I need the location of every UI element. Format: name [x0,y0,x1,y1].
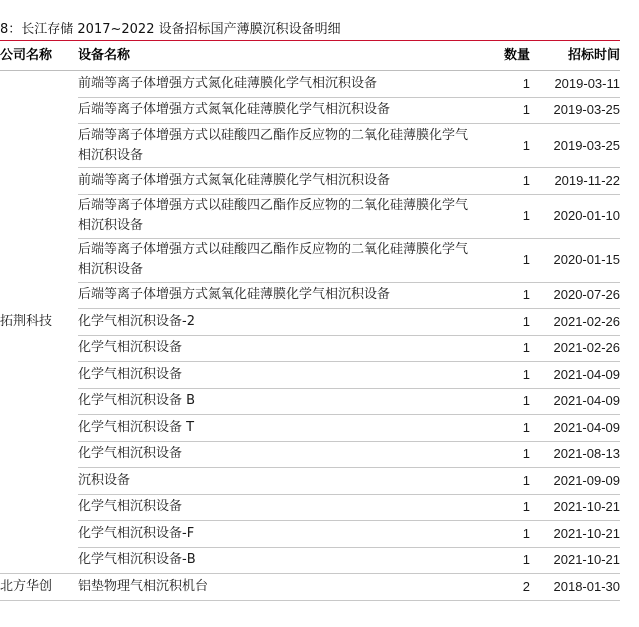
table-row [0,124,620,168]
equipment-cell: 化学气相沉积设备 B [78,388,478,415]
table-row [0,468,620,495]
equipment-cell: 化学气相沉积设备 T [78,415,478,442]
date-cell: 2021-08-13 [530,441,620,468]
table-row [0,282,620,309]
equipment-cell: 化学气相沉积设备 [78,441,478,468]
header-equipment: 设备名称 [78,41,478,71]
equipment-cell: 后端等离子体增强方式以硅酸四乙酯作反应物的二氧化硅薄膜化学气相沉积设备 [78,238,478,282]
equipment-cell: 铝垫物理气相沉积机台 [78,574,478,601]
quantity-cell: 1 [478,468,530,495]
equipment-cell: 化学气相沉积设备 [78,494,478,521]
equipment-cell: 化学气相沉积设备 [78,362,478,389]
date-cell: 2021-10-21 [530,494,620,521]
equipment-cell: 后端等离子体增强方式氮氧化硅薄膜化学气相沉积设备 [78,282,478,309]
equipment-cell: 化学气相沉积设备-B [78,547,478,574]
table-row [0,71,620,98]
table-row [0,415,620,442]
quantity-cell: 1 [478,547,530,574]
header-date: 招标时间 [530,41,620,71]
equipment-cell: 前端等离子体增强方式氮氧化硅薄膜化学气相沉积设备 [78,168,478,195]
date-cell: 2020-01-10 [530,194,620,238]
table-title: 8：长江存储 2017~2022 设备招标国产薄膜沉积设备明细 [0,22,341,37]
company-cell: 北方华创 [0,574,78,601]
quantity-cell: 1 [478,97,530,124]
table-row [0,194,620,238]
table-row [0,441,620,468]
quantity-cell: 1 [478,124,530,168]
data-table [0,40,620,601]
quantity-cell: 1 [478,238,530,282]
date-cell: 2020-01-15 [530,238,620,282]
equipment-cell: 化学气相沉积设备-2 [78,309,478,336]
table-row [0,494,620,521]
quantity-cell: 1 [478,415,530,442]
equipment-cell: 后端等离子体增强方式以硅酸四乙酯作反应物的二氧化硅薄膜化学气相沉积设备 [78,124,478,168]
equipment-cell: 前端等离子体增强方式氮化硅薄膜化学气相沉积设备 [78,71,478,98]
date-cell: 2019-03-25 [530,124,620,168]
company-cell: 拓荆科技 [0,71,78,574]
date-cell: 2021-10-21 [530,521,620,548]
quantity-cell: 1 [478,282,530,309]
quantity-cell: 1 [478,521,530,548]
quantity-cell: 1 [478,494,530,521]
date-cell: 2021-04-09 [530,388,620,415]
quantity-cell: 2 [478,574,530,601]
table-row [0,388,620,415]
date-cell: 2021-04-09 [530,362,620,389]
quantity-cell: 1 [478,335,530,362]
equipment-cell: 后端等离子体增强方式氮氧化硅薄膜化学气相沉积设备 [78,97,478,124]
quantity-cell: 1 [478,71,530,98]
date-cell: 2021-02-26 [530,335,620,362]
equipment-cell: 化学气相沉积设备-F [78,521,478,548]
date-cell: 2021-04-09 [530,415,620,442]
quantity-cell: 1 [478,168,530,195]
quantity-cell: 1 [478,309,530,336]
equipment-cell: 后端等离子体增强方式以硅酸四乙酯作反应物的二氧化硅薄膜化学气相沉积设备 [78,194,478,238]
date-cell: 2021-09-09 [530,468,620,495]
table-row [0,335,620,362]
equipment-cell: 沉积设备 [78,468,478,495]
quantity-cell: 1 [478,194,530,238]
date-cell: 2021-10-21 [530,547,620,574]
quantity-cell: 1 [478,388,530,415]
equipment-cell: 化学气相沉积设备 [78,335,478,362]
header-company: 公司名称 [0,41,78,71]
date-cell: 2019-11-22 [530,168,620,195]
date-cell: 2020-07-26 [530,282,620,309]
date-cell: 2019-03-25 [530,97,620,124]
header-quantity: 数量 [478,41,530,71]
quantity-cell: 1 [478,441,530,468]
table-row [0,521,620,548]
table-row [0,238,620,282]
table-row [0,168,620,195]
table-row [0,97,620,124]
table-row [0,574,620,601]
date-cell: 2019-03-11 [530,71,620,98]
quantity-cell: 1 [478,362,530,389]
table-row [0,547,620,574]
table-row [0,309,620,336]
header-row [0,41,620,71]
date-cell: 2021-02-26 [530,309,620,336]
table-row [0,362,620,389]
date-cell: 2018-01-30 [530,574,620,601]
